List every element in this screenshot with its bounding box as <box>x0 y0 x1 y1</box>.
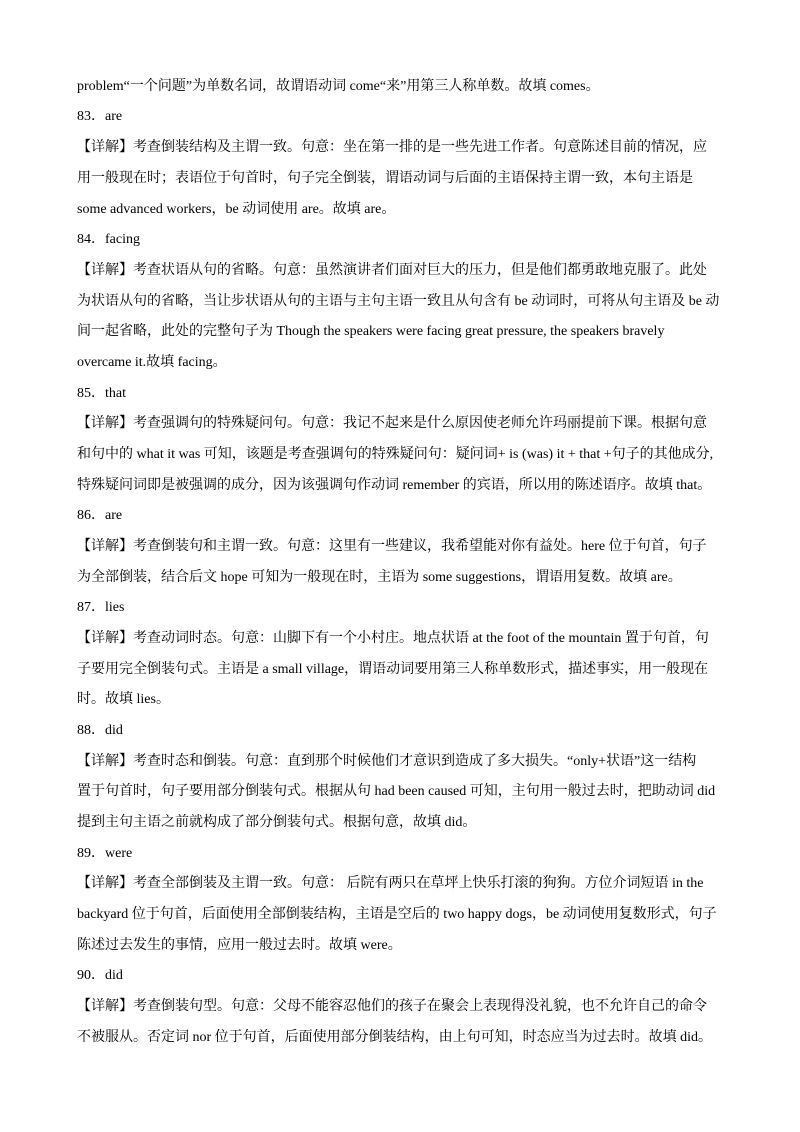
answer-number: 85．that <box>77 386 126 401</box>
text-line: 时。故填 lies。 <box>77 692 170 707</box>
text-line: 【详解】考查全部倒装及主谓一致。句意： 后院有两只在草坪上快乐打滚的狗狗。方位介词短语 in the <box>77 876 704 891</box>
answer-number: 88．did <box>77 723 123 738</box>
text-line: 不被服从。否定词 nor 位于句首，后面使用部分倒装结构，由上句可知，时态应当为过去时。故填 did。 <box>77 1030 713 1045</box>
answer-number: 87．lies <box>77 600 125 615</box>
text-line: 间一起省略，此处的完整句子为 Though the speakers were facing great pressure, the speakers bravely <box>77 324 665 339</box>
answer-number: 83．are <box>77 109 123 124</box>
answer-number: 90．did <box>77 968 123 983</box>
text-line: backyard 位于句首，后面使用全部倒装结构，主语是空后的 two happy dogs，be 动词使用复数形式，句子 <box>77 907 717 922</box>
text-line: 提到主句主语之前就构成了部分倒装句式。根据句意，故填 did。 <box>77 815 477 830</box>
text-line: 陈述过去发生的事情，应用一般过去时。故填 were。 <box>77 938 402 953</box>
text-line: 特殊疑问词即是被强调的成分，因为该强调句作动词 remember 的宾语，所以用的陈述语序。故填 that。 <box>77 478 712 493</box>
answer-number: 89．were <box>77 846 133 861</box>
text-line: 置于句首时，句子要用部分倒装句式。根据从句 had been caused 可知，主句用一般过去时，把助动词 did <box>77 784 716 799</box>
text-line: 为状语从句的省略，当让步状语从句的主语与主句主语一致且从句含有 be 动词时，可将从句主语及 be 动 <box>77 294 720 309</box>
text-line: 【详解】考查状语从句的省略。句意：虽然演讲者们面对巨大的压力，但是他们都勇敢地克服了。此处 <box>77 263 707 278</box>
text-line: 【详解】考查强调句的特殊疑问句。句意：我记不起来是什么原因使老师允许玛丽提前下课。根据句意 <box>77 416 707 431</box>
text-line: problem“一个问题”为单数名词，故谓语动词 come“来”用第三人称单数。故填 comes。 <box>77 79 600 94</box>
text-line: 【详解】考查倒装结构及主谓一致。句意：坐在第一排的是一些先进工作者。句意陈述目前的情况，应 <box>77 140 707 155</box>
text-line: 用一般现在时；表语位于句首时，句子完全倒装，谓语动词与后面的主语保持主谓一致，本句主语是 <box>77 171 693 186</box>
text-line: 【详解】考查倒装句和主谓一致。句意：这里有一些建议，我希望能对你有益处。here 位于句首，句子 <box>77 539 707 554</box>
text-line: 【详解】考查动词时态。句意：山脚下有一个小村庄。地点状语 at the foot of the mountain 置于句首，句 <box>77 631 709 646</box>
text-line: some advanced workers，be 动词使用 are。故填 are。 <box>77 202 396 217</box>
text-line: 子要用完全倒装句式。主语是 a small village，谓语动词要用第三人称单数形式，描述事实，用一般现在 <box>77 662 709 677</box>
text-line: overcame it.故填 facing。 <box>77 355 227 370</box>
text-line: 和句中的 what it was 可知，该题是考查强调句的特殊疑问句：疑问词+ is (was) it + that +句子的其他成分, <box>77 447 714 462</box>
text-line: 【详解】考查时态和倒装。句意：直到那个时候他们才意识到造成了多大损失。“only+状语”这一结构 <box>77 754 697 769</box>
text-line: 为全部倒装，结合后文 hope 可知为一般现在时，主语为 some suggestions，谓语用复数。故填 are。 <box>77 570 682 585</box>
text-line: 【详解】考查倒装句型。句意：父母不能容忍他们的孩子在聚会上表现得没礼貌，也不允许自己的命令 <box>77 999 707 1014</box>
answer-number: 84．facing <box>77 232 140 247</box>
answer-number: 86．are <box>77 508 123 523</box>
